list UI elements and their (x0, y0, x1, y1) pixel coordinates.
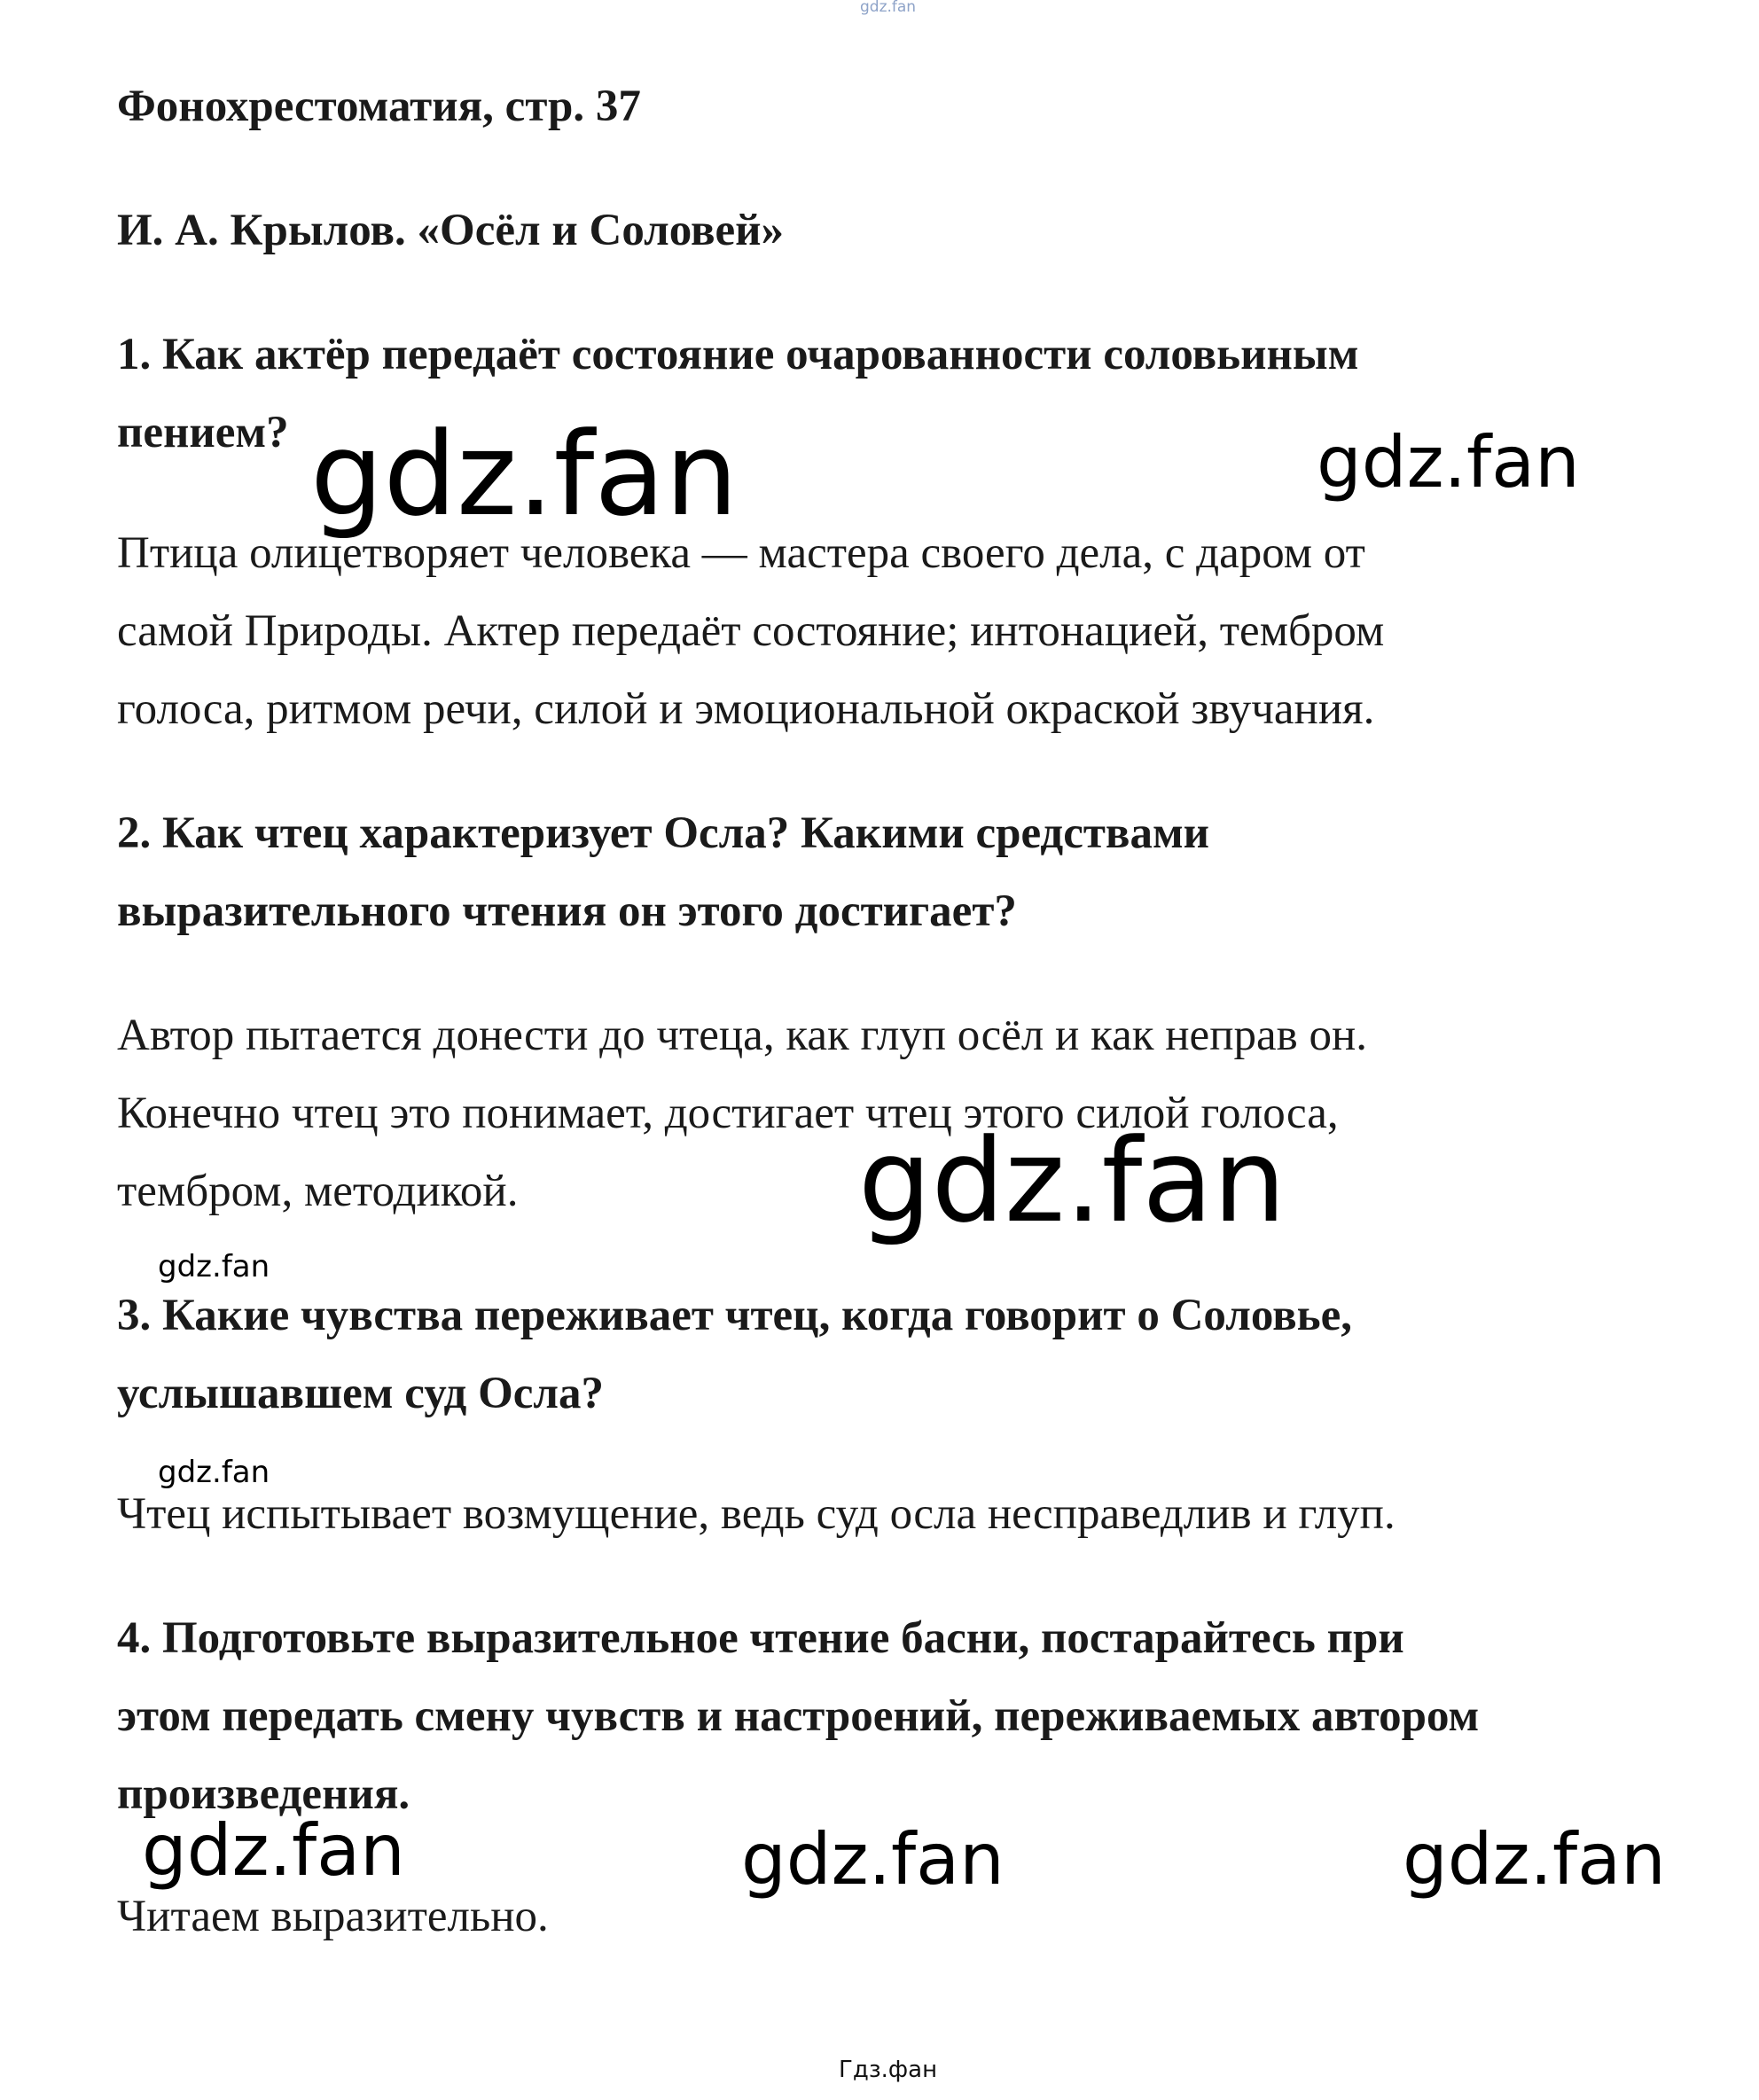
top-watermark: gdz.fan (860, 0, 917, 16)
work-title: И. А. Крылов. «Осёл и Соловей» (117, 206, 785, 255)
question-4-line-2: этом передать смену чувств и настроений, переживаемых автором (117, 1691, 1480, 1741)
question-4-line-3: произведения. (117, 1769, 410, 1819)
watermark: gdz.fan (858, 1113, 1286, 1248)
question-2-line-1: 2. Как чтец характеризует Осла? Какими средствами (117, 808, 1210, 858)
answer-1-line-2: самой Природы. Актер передаёт состояние; интонацией, тембром (117, 606, 1385, 656)
watermark: gdz.fan (1317, 421, 1580, 504)
answer-2-line-1: Автор пытается донести до чтеца, как глуп осёл и как неправ он. (117, 1011, 1367, 1060)
question-3-line-2: услышавшем суд Осла? (117, 1369, 604, 1418)
watermark: gdz.fan (1403, 1818, 1666, 1901)
answer-1-line-1: Птица олицетворяет человека — мастера своего дела, с даром от (117, 528, 1365, 578)
answer-2-line-2: Конечно чтец это понимает, достигает чтец этого силой голоса, (117, 1089, 1339, 1138)
question-1-line-2: пением? (117, 408, 289, 457)
answer-2-line-3: тембром, методикой. (117, 1167, 519, 1216)
watermark: gdz.fan (142, 1809, 405, 1892)
watermark: gdz.fan (310, 407, 739, 542)
watermark: gdz.fan (158, 1455, 270, 1490)
watermark: gdz.fan (158, 1249, 270, 1284)
page-title: Фонохрестоматия, стр. 37 (117, 82, 641, 131)
question-3-line-1: 3. Какие чувства переживает чтец, когда говорит о Соловье, (117, 1291, 1352, 1340)
answer-4-line-1: Читаем выразительно. (117, 1892, 549, 1941)
question-2-line-2: выразительного чтения он этого достигает? (117, 886, 1017, 936)
question-1-line-1: 1. Как актёр передаёт состояние очарованности соловьиным (117, 330, 1359, 379)
answer-1-line-3: голоса, ритмом речи, силой и эмоциональной окраской звучания. (117, 684, 1375, 734)
footer-text: Гдз.фан (839, 2057, 938, 2083)
answer-3-line-1: Чтец испытывает возмущение, ведь суд осла несправедлив и глуп. (117, 1489, 1395, 1539)
watermark: gdz.fan (741, 1818, 1005, 1901)
question-4-line-1: 4. Подготовьте выразительное чтение басни, постарайтесь при (117, 1613, 1404, 1663)
